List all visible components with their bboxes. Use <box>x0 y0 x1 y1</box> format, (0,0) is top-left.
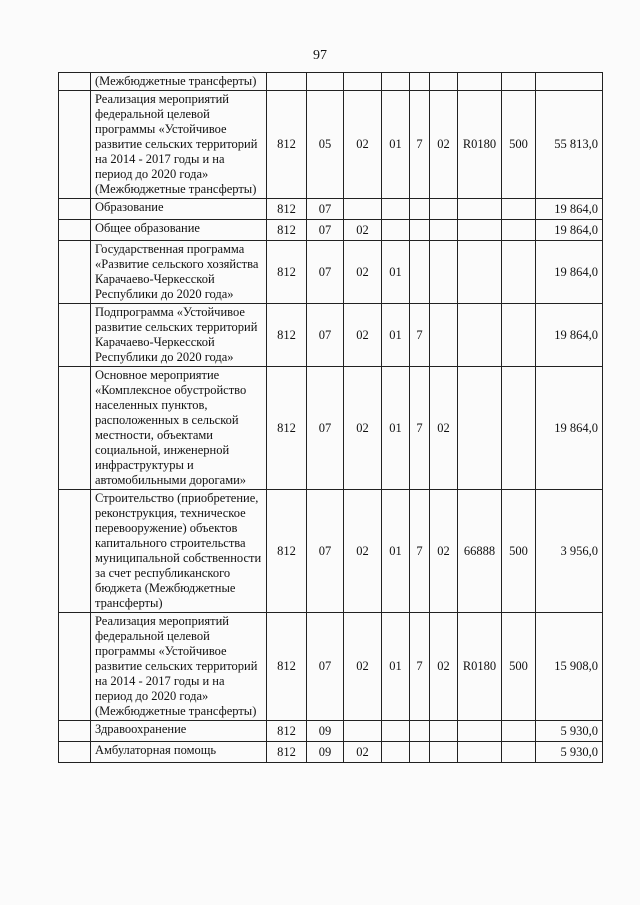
cell-sum: 55 813,0 <box>536 91 603 199</box>
cell-expense-type <box>502 241 536 304</box>
cell-program: 01 <box>382 304 410 367</box>
cell-pr <box>344 73 382 91</box>
cell-index <box>59 367 91 490</box>
cell-rz: 07 <box>307 241 344 304</box>
cell-direction <box>458 73 502 91</box>
cell-subprogram: 7 <box>410 367 430 490</box>
table-row <box>59 304 603 367</box>
cell-event: 02 <box>430 367 458 490</box>
cell-program: 01 <box>382 91 410 199</box>
cell-rz: 09 <box>307 742 344 763</box>
cell-expense-type: 500 <box>502 613 536 721</box>
cell-sum: 3 956,0 <box>536 490 603 613</box>
row-name: Реализация мероприятий федеральной целевой программы «Устойчивое развитие сельских территорий на 2014 - 2017 годы и на период до 2020 года» (Межбюджетные трансферты) <box>91 91 267 199</box>
cell-pr: 02 <box>344 367 382 490</box>
cell-expense-type <box>502 199 536 220</box>
cell-direction <box>458 367 502 490</box>
table-row <box>59 490 603 613</box>
cell-pr: 02 <box>344 304 382 367</box>
cell-subprogram <box>410 742 430 763</box>
table-row <box>59 613 603 721</box>
cell-index <box>59 613 91 721</box>
cell-event: 02 <box>430 91 458 199</box>
cell-program: 01 <box>382 367 410 490</box>
cell-event <box>430 73 458 91</box>
row-name: Подпрограмма «Устойчивое развитие сельских территорий Карачаево-Черкесской Республики до 2020 года» <box>91 304 267 367</box>
cell-index <box>59 304 91 367</box>
cell-rz <box>307 73 344 91</box>
cell-subprogram: 7 <box>410 490 430 613</box>
row-name: Строительство (приобретение, реконструкция, техническое перевооружение) объектов капитального строительства муниципальной собственности за счет республиканского бюджета (Межбюджетные трансферты) <box>91 490 267 613</box>
cell-event <box>430 304 458 367</box>
cell-expense-type <box>502 304 536 367</box>
row-name: Государственная программа «Развитие сельского хозяйства Карачаево-Черкесской Республики до 2020 года» <box>91 241 267 304</box>
cell-subprogram <box>410 241 430 304</box>
cell-direction: R0180 <box>458 613 502 721</box>
cell-direction <box>458 241 502 304</box>
table-row <box>59 73 603 91</box>
cell-rz: 07 <box>307 304 344 367</box>
cell-ved: 812 <box>267 367 307 490</box>
cell-pr: 02 <box>344 241 382 304</box>
cell-program: 01 <box>382 613 410 721</box>
cell-rz: 05 <box>307 91 344 199</box>
cell-ved: 812 <box>267 91 307 199</box>
cell-program <box>382 742 410 763</box>
cell-direction: R0180 <box>458 91 502 199</box>
cell-subprogram <box>410 73 430 91</box>
cell-sum: 19 864,0 <box>536 367 603 490</box>
cell-direction: 66888 <box>458 490 502 613</box>
cell-index <box>59 91 91 199</box>
cell-direction <box>458 220 502 241</box>
cell-rz: 07 <box>307 367 344 490</box>
cell-ved <box>267 73 307 91</box>
cell-direction <box>458 742 502 763</box>
cell-pr: 02 <box>344 742 382 763</box>
cell-pr: 02 <box>344 220 382 241</box>
row-name: Здравоохранение <box>91 721 267 742</box>
cell-expense-type <box>502 742 536 763</box>
cell-sum: 5 930,0 <box>536 742 603 763</box>
cell-subprogram <box>410 199 430 220</box>
cell-index <box>59 241 91 304</box>
page-number: 97 <box>313 48 327 63</box>
cell-subprogram: 7 <box>410 613 430 721</box>
cell-subprogram: 7 <box>410 304 430 367</box>
cell-ved: 812 <box>267 742 307 763</box>
cell-index <box>59 721 91 742</box>
cell-rz: 07 <box>307 613 344 721</box>
cell-direction <box>458 721 502 742</box>
cell-subprogram <box>410 220 430 241</box>
cell-program <box>382 721 410 742</box>
cell-event <box>430 721 458 742</box>
cell-pr: 02 <box>344 490 382 613</box>
cell-sum: 19 864,0 <box>536 241 603 304</box>
cell-rz: 07 <box>307 220 344 241</box>
cell-sum: 15 908,0 <box>536 613 603 721</box>
row-name: Образование <box>91 199 267 220</box>
cell-expense-type <box>502 367 536 490</box>
cell-rz: 07 <box>307 490 344 613</box>
cell-index <box>59 220 91 241</box>
cell-ved: 812 <box>267 241 307 304</box>
row-name: Амбулаторная помощь <box>91 742 267 763</box>
cell-ved: 812 <box>267 220 307 241</box>
table-row <box>59 742 603 763</box>
cell-sum <box>536 73 603 91</box>
cell-sum: 19 864,0 <box>536 220 603 241</box>
cell-ved: 812 <box>267 613 307 721</box>
cell-event <box>430 241 458 304</box>
cell-expense-type <box>502 721 536 742</box>
cell-expense-type: 500 <box>502 91 536 199</box>
cell-pr <box>344 199 382 220</box>
cell-pr <box>344 721 382 742</box>
cell-sum: 19 864,0 <box>536 199 603 220</box>
cell-ved: 812 <box>267 304 307 367</box>
table-row <box>59 241 603 304</box>
row-name: Реализация мероприятий федеральной целевой программы «Устойчивое развитие сельских территорий на 2014 - 2017 годы и на период до 2020 года» (Межбюджетные трансферты) <box>91 613 267 721</box>
cell-expense-type <box>502 220 536 241</box>
cell-index <box>59 199 91 220</box>
row-name: Основное мероприятие «Комплексное обустройство населенных пунктов, расположенных в сельской местности, объектами социальной, инженерной инфраструктуры и автомобильными дорогами» <box>91 367 267 490</box>
table-row <box>59 367 603 490</box>
cell-sum: 19 864,0 <box>536 304 603 367</box>
cell-direction <box>458 199 502 220</box>
cell-expense-type <box>502 73 536 91</box>
cell-subprogram <box>410 721 430 742</box>
cell-subprogram: 7 <box>410 91 430 199</box>
cell-rz: 09 <box>307 721 344 742</box>
table-row <box>59 199 603 220</box>
budget-table <box>58 72 603 763</box>
cell-pr: 02 <box>344 91 382 199</box>
cell-program: 01 <box>382 241 410 304</box>
row-name: Общее образование <box>91 220 267 241</box>
table-row <box>59 91 603 199</box>
cell-index <box>59 742 91 763</box>
row-name: (Межбюджетные трансферты) <box>91 73 267 91</box>
cell-event <box>430 199 458 220</box>
cell-direction <box>458 304 502 367</box>
cell-ved: 812 <box>267 199 307 220</box>
cell-program: 01 <box>382 490 410 613</box>
cell-pr: 02 <box>344 613 382 721</box>
cell-event <box>430 742 458 763</box>
cell-index <box>59 490 91 613</box>
cell-program <box>382 73 410 91</box>
cell-ved: 812 <box>267 721 307 742</box>
table-row <box>59 721 603 742</box>
cell-rz: 07 <box>307 199 344 220</box>
cell-program <box>382 199 410 220</box>
cell-event: 02 <box>430 490 458 613</box>
table-row <box>59 220 603 241</box>
cell-ved: 812 <box>267 490 307 613</box>
cell-sum: 5 930,0 <box>536 721 603 742</box>
cell-event <box>430 220 458 241</box>
cell-expense-type: 500 <box>502 490 536 613</box>
cell-index <box>59 73 91 91</box>
cell-event: 02 <box>430 613 458 721</box>
cell-program <box>382 220 410 241</box>
